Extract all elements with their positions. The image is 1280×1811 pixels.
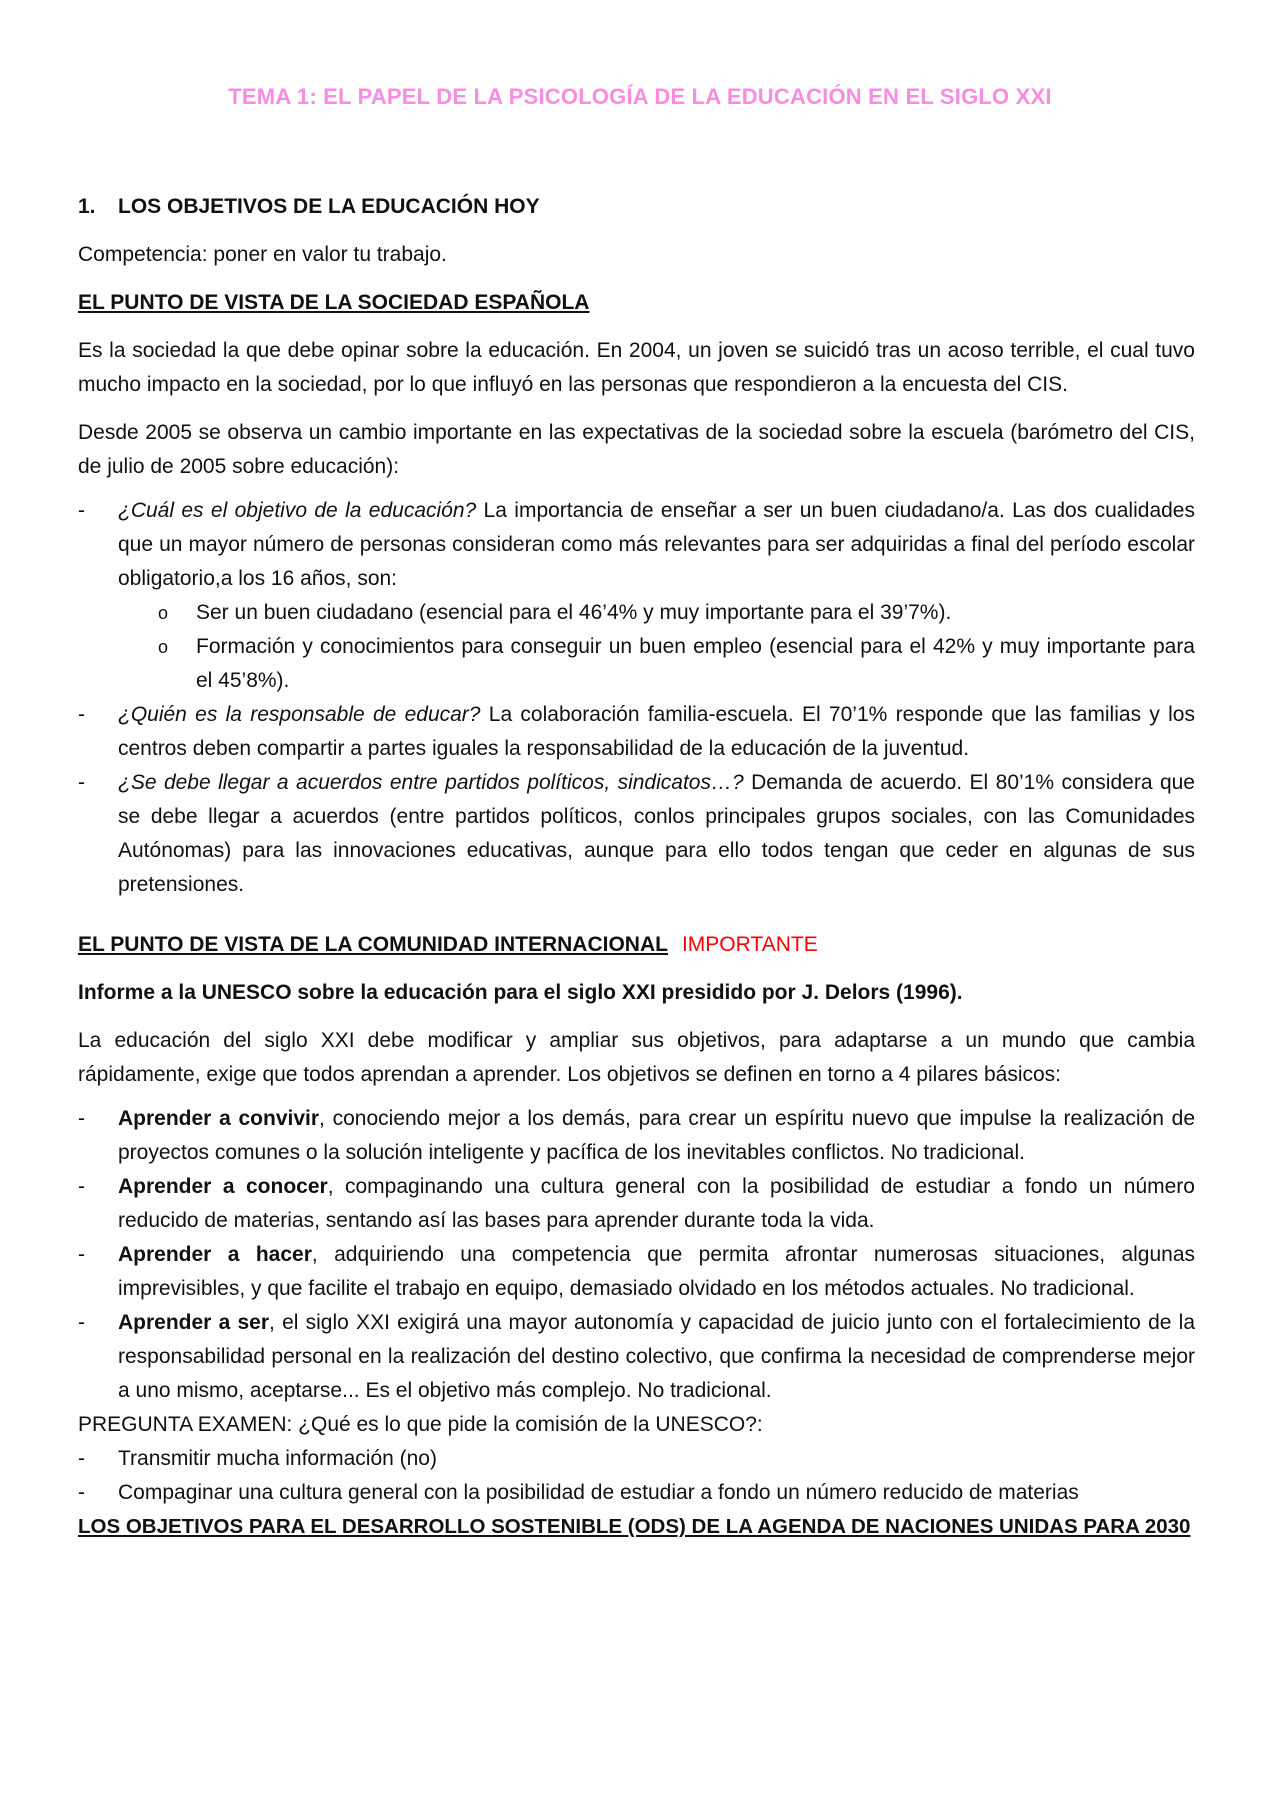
pillar-text: , adquiriendo una competencia que permita afrontar numerosas situaciones, algunas imprevisibles, y que facilite el trabajo en equipo, demasiado olvidado en los métodos actuales. No tradicional. bbox=[118, 1243, 1195, 1300]
exam-question: PREGUNTA EXAMEN: ¿Qué es lo que pide la comisión de la UNESCO?: bbox=[78, 1413, 763, 1436]
international-heading: EL PUNTO DE VISTA DE LA COMUNIDAD INTERNACIONAL bbox=[78, 933, 668, 956]
list-item bbox=[78, 766, 1195, 902]
list-item bbox=[78, 698, 1195, 766]
list-item: - Compaginar una cultura general con la posibilidad de estudiar a fondo un número reducido de materias bbox=[78, 1476, 1195, 1510]
pillar-name: Aprender a hacer bbox=[118, 1243, 312, 1266]
pillar-name: Aprender a convivir bbox=[118, 1107, 320, 1130]
question: ¿Quién es la responsable de educar? bbox=[118, 703, 481, 726]
document-body bbox=[78, 190, 1195, 1544]
paragraph: Desde 2005 se observa un cambio importante en las expectativas de la sociedad sobre la escuela (barómetro del CIS, de julio de 2005 sobre educación): bbox=[78, 421, 1195, 478]
competencia-line: Competencia: poner en valor tu trabajo. bbox=[78, 243, 447, 266]
survey-list bbox=[78, 494, 1195, 902]
sub-list bbox=[118, 596, 1195, 698]
pillar-text: , conociendo mejor a los demás, para crear un espíritu nuevo que impulse la realización de proyectos comunes o la solución inteligente y pacífica de los inevitables conflictos. No tradicional. bbox=[118, 1107, 1196, 1164]
list-item bbox=[78, 1170, 1195, 1238]
sub-list-item: o Formación y conocimientos para conseguir un buen empleo (esencial para el 42% y muy importante para el 45’8%). bbox=[118, 630, 1195, 698]
pillar-name: Aprender a conocer bbox=[118, 1175, 328, 1198]
pillars-list bbox=[78, 1102, 1195, 1408]
paragraph: Es la sociedad la que debe opinar sobre la educación. En 2004, un joven se suicidó tras un acoso terrible, el cual tuvo mucho impacto en la sociedad, por lo que influyó en las personas que respondieron a la encuesta del CIS. bbox=[78, 339, 1195, 396]
answer: Demanda de acuerdo. El 80’1% considera que se debe llegar a acuerdos (entre partidos políticos, conlos principales grupos sociales, con las Comunidades Autónomas) para las innovaciones educativas, aunque para ello todos tengan que ceder en algunas de sus pretensiones. bbox=[118, 771, 1195, 896]
section-number: 1. bbox=[78, 195, 96, 218]
question: ¿Cuál es el objetivo de la educación? bbox=[118, 499, 477, 522]
sub-list-item: o Ser un buen ciudadano (esencial para el 46’4% y muy importante para el 39’7%). bbox=[118, 596, 1195, 630]
question: ¿Se debe llegar a acuerdos entre partidos políticos, sindicatos…? bbox=[118, 771, 744, 794]
list-item bbox=[78, 1238, 1195, 1306]
list-item bbox=[78, 1306, 1195, 1408]
pillar-text: , el siglo XXI exigirá una mayor autonomía y capacidad de juicio junto con el fortalecimiento de la responsabilidad personal en la realización del destino colectivo, que confirma la necesidad de comprenderse mejor a uno mismo, aceptarse... Es el objetivo más complejo. No tradicional. bbox=[118, 1311, 1195, 1402]
list-item bbox=[78, 1102, 1195, 1170]
document-title: TEMA 1: EL PAPEL DE LA PSICOLOGÍA DE LA EDUCACIÓN EN EL SIGLO XXI bbox=[228, 84, 1052, 109]
important-tag: IMPORTANTE bbox=[681, 933, 818, 956]
section-heading bbox=[78, 190, 1195, 224]
answer: La colaboración familia-escuela. El 70’1% responde que las familias y los centros deben compartir a partes iguales la responsabilidad de la educación de la juventud. bbox=[118, 703, 1195, 760]
answer: La importancia de enseñar a ser un buen ciudadano/a. Las dos cualidades que un mayor número de personas consideran como más relevantes para ser adquiridas a final del período escolar obligatorio,a los 16 años, son: bbox=[118, 499, 1195, 590]
spanish-society-heading: EL PUNTO DE VISTA DE LA SOCIEDAD ESPAÑOLA bbox=[78, 291, 590, 314]
paragraph: La educación del siglo XXI debe modificar y ampliar sus objetivos, para adaptarse a un mundo que cambia rápidamente, exige que todos aprendan a aprender. Los objetivos se definen en torno a 4 pilares básicos: bbox=[78, 1029, 1195, 1086]
ods-heading: LOS OBJETIVOS PARA EL DESARROLLO SOSTENIBLE (ODS) DE LA AGENDA DE NACIONES UNIDAS PARA 2030 bbox=[78, 1515, 1191, 1538]
pillar-text: , compaginando una cultura general con la posibilidad de estudiar a fondo un número reducido de materias, sentando así las bases para aprender durante toda la vida. bbox=[118, 1175, 1195, 1232]
list-item: - Transmitir mucha información (no) bbox=[78, 1442, 1195, 1476]
exam-answers-list bbox=[78, 1442, 1195, 1510]
international-heading-line bbox=[78, 928, 1195, 962]
pillar-name: Aprender a ser bbox=[118, 1311, 270, 1334]
list-item bbox=[78, 494, 1195, 698]
section-title: LOS OBJETIVOS DE LA EDUCACIÓN HOY bbox=[118, 195, 540, 218]
unesco-report-title: Informe a la UNESCO sobre la educación para el siglo XXI presidido por J. Delors (1996). bbox=[78, 981, 963, 1004]
